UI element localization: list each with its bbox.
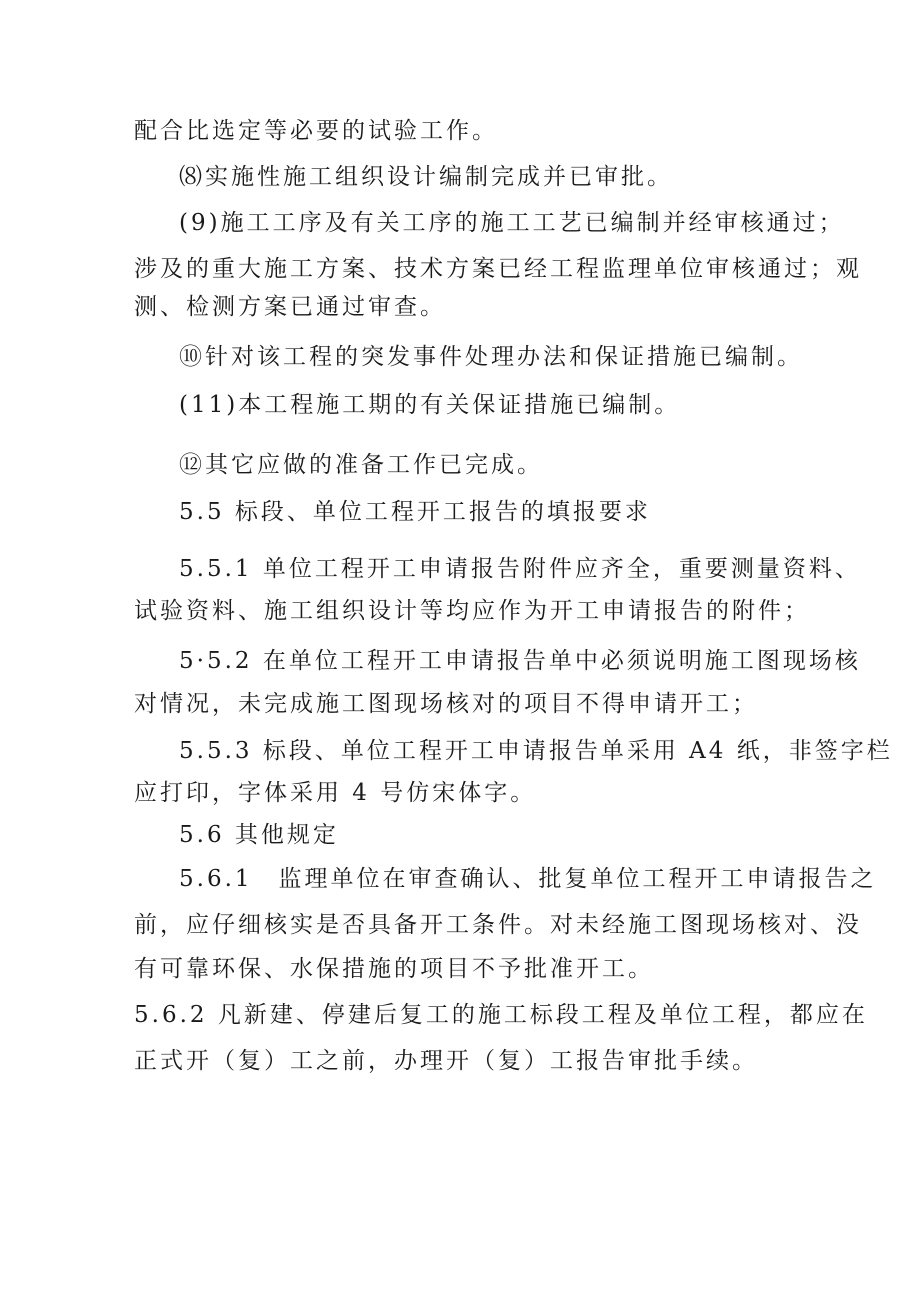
section-heading: 5.6 其他规定 xyxy=(179,822,339,848)
text-line: ⑫其它应做的准备工作已完成。 xyxy=(179,452,543,478)
text-line: 5.6.1 监理单位在审查确认、批复单位工程开工申请报告之 xyxy=(179,866,877,892)
text-line: 对情况，未完成施工图现场核对的项目不得申请开工； xyxy=(134,691,758,717)
text-line: 5·5.2 在单位工程开工申请报告单中必须说明施工图现场核 xyxy=(179,648,861,674)
text-line: 试验资料、施工组织设计等均应作为开工申请报告的附件； xyxy=(134,598,810,624)
text-line: 应打印，字体采用 4 号仿宋体字。 xyxy=(134,780,537,806)
section-heading: 5.5 标段、单位工程开工报告的填报要求 xyxy=(179,499,651,525)
text-line: ⑩针对该工程的突发事件处理办法和保证措施已编制。 xyxy=(179,344,803,370)
text-line: 测、检测方案已通过审查。 xyxy=(134,294,446,320)
text-line: 正式开（复）工之前，办理开（复）工报告审批手续。 xyxy=(134,1048,758,1074)
text-line: ⑻实施性施工组织设计编制完成并已审批。 xyxy=(179,164,673,190)
text-line: 5.5.1 单位工程开工申请报告附件应齐全，重要测量资料、 xyxy=(179,556,861,582)
text-line: 5.6.2 凡新建、停建后复工的施工标段工程及单位工程，都应在 xyxy=(134,1002,868,1028)
text-line: 前，应仔细核实是否具备开工条件。对未经施工图现场核对、没 xyxy=(134,912,862,938)
text-line: 5.5.3 标段、单位工程开工申请报告单采用 A4 纸，非签字栏 xyxy=(179,738,893,764)
text-line: (9)施工工序及有关工序的施工工艺已编制并经审核通过； xyxy=(179,210,845,236)
text-line: (11)本工程施工期的有关保证措施已编制。 xyxy=(179,392,681,418)
text-line: 有可靠环保、水保措施的项目不予批准开工。 xyxy=(134,956,654,982)
text-line: 涉及的重大施工方案、技术方案已经工程监理单位审核通过；观 xyxy=(134,256,862,282)
text-line: 配合比选定等必要的试验工作。 xyxy=(134,118,498,144)
